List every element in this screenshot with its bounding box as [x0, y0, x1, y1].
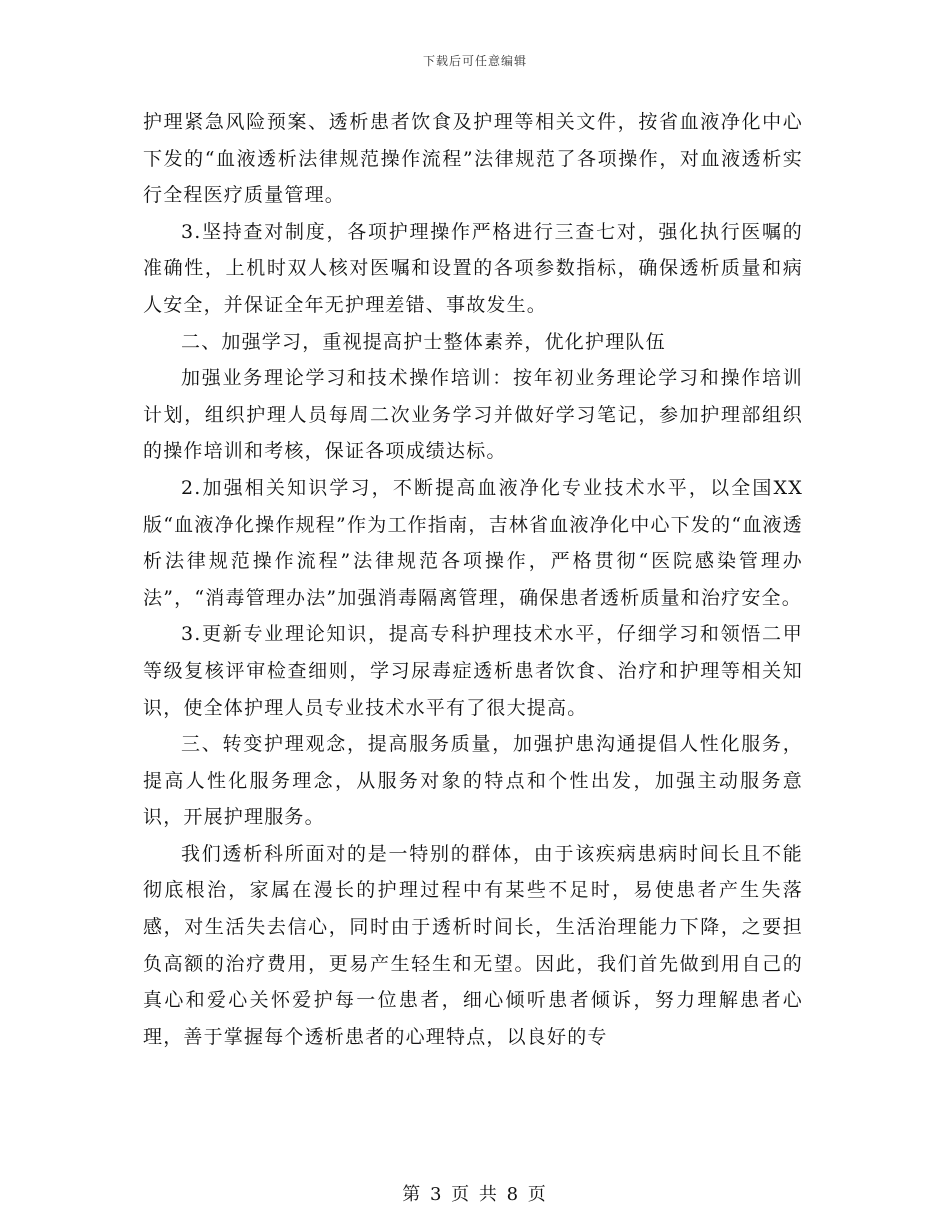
paragraph: 2.加强相关知识学习，不断提高血液净化专业技术水平，以全国XX版“血液净化操作规程”作为工作指南，吉林省血液净化中心下发的“血液透析法律规范操作流程”法律规范各项操作，严格贯彻“医院感染管理办法”，“消毒管理办法”加强消毒隔离管理，确保患者透析质量和治疗安全。: [143, 476, 803, 609]
section-heading: 三、转变护理观念，提高服务质量，加强护患沟通提倡人性化服务，提高人性化服务理念，从服务对象的特点和个性出发，加强主动服务意识，开展护理服务。: [143, 733, 803, 829]
paragraph: 加强业务理论学习和技术操作培训：按年初业务理论学习和操作培训计划，组织护理人员每周二次业务学习并做好学习笔记，参加护理部组织的操作培训和考核，保证各项成绩达标。: [143, 367, 803, 463]
section-heading: 二、加强学习，重视提高护士整体素养，优化护理队伍: [181, 330, 666, 353]
paragraph: 3.坚持查对制度，各项护理操作严格进行三查七对，强化执行医嘱的准确性，上机时双人核对医嘱和设置的各项参数指标，确保透析质量和病人安全，并保证全年无护理差错、事故发生。: [143, 220, 803, 316]
page-number: 第 3 页 共 8 页: [402, 1184, 548, 1205]
paragraph: 护理紧急风险预案、透析患者饮食及护理等相关文件，按省血液净化中心下发的“血液透析法律规范操作流程”法律规范了各项操作，对血液透析实行全程医疗质量管理。: [143, 111, 803, 207]
page-header: 下载后可任意编辑: [422, 54, 527, 68]
body-text: [143, 104, 803, 1055]
paragraph: 3.更新专业理论知识，提高专科护理技术水平，仔细学习和领悟二甲等级复核评审检查细则，学习尿毒症透析患者饮食、治疗和护理等相关知识，使全体护理人员专业技术水平有了很大提高。: [143, 623, 803, 719]
paragraph: 我们透析科所面对的是一特别的群体，由于该疾病患病时间长且不能彻底根治，家属在漫长的护理过程中有某些不足时，易使患者产生失落感，对生活失去信心，同时由于透析时间长，生活治理能力下降，之要担负高额的治疗费用，更易产生轻生和无望。因此，我们首先做到用自己的真心和爱心关怀爱护每一位患者，细心倾听患者倾诉，努力理解患者心理，善于掌握每个透析患者的心理特点，以良好的专: [143, 842, 803, 1048]
